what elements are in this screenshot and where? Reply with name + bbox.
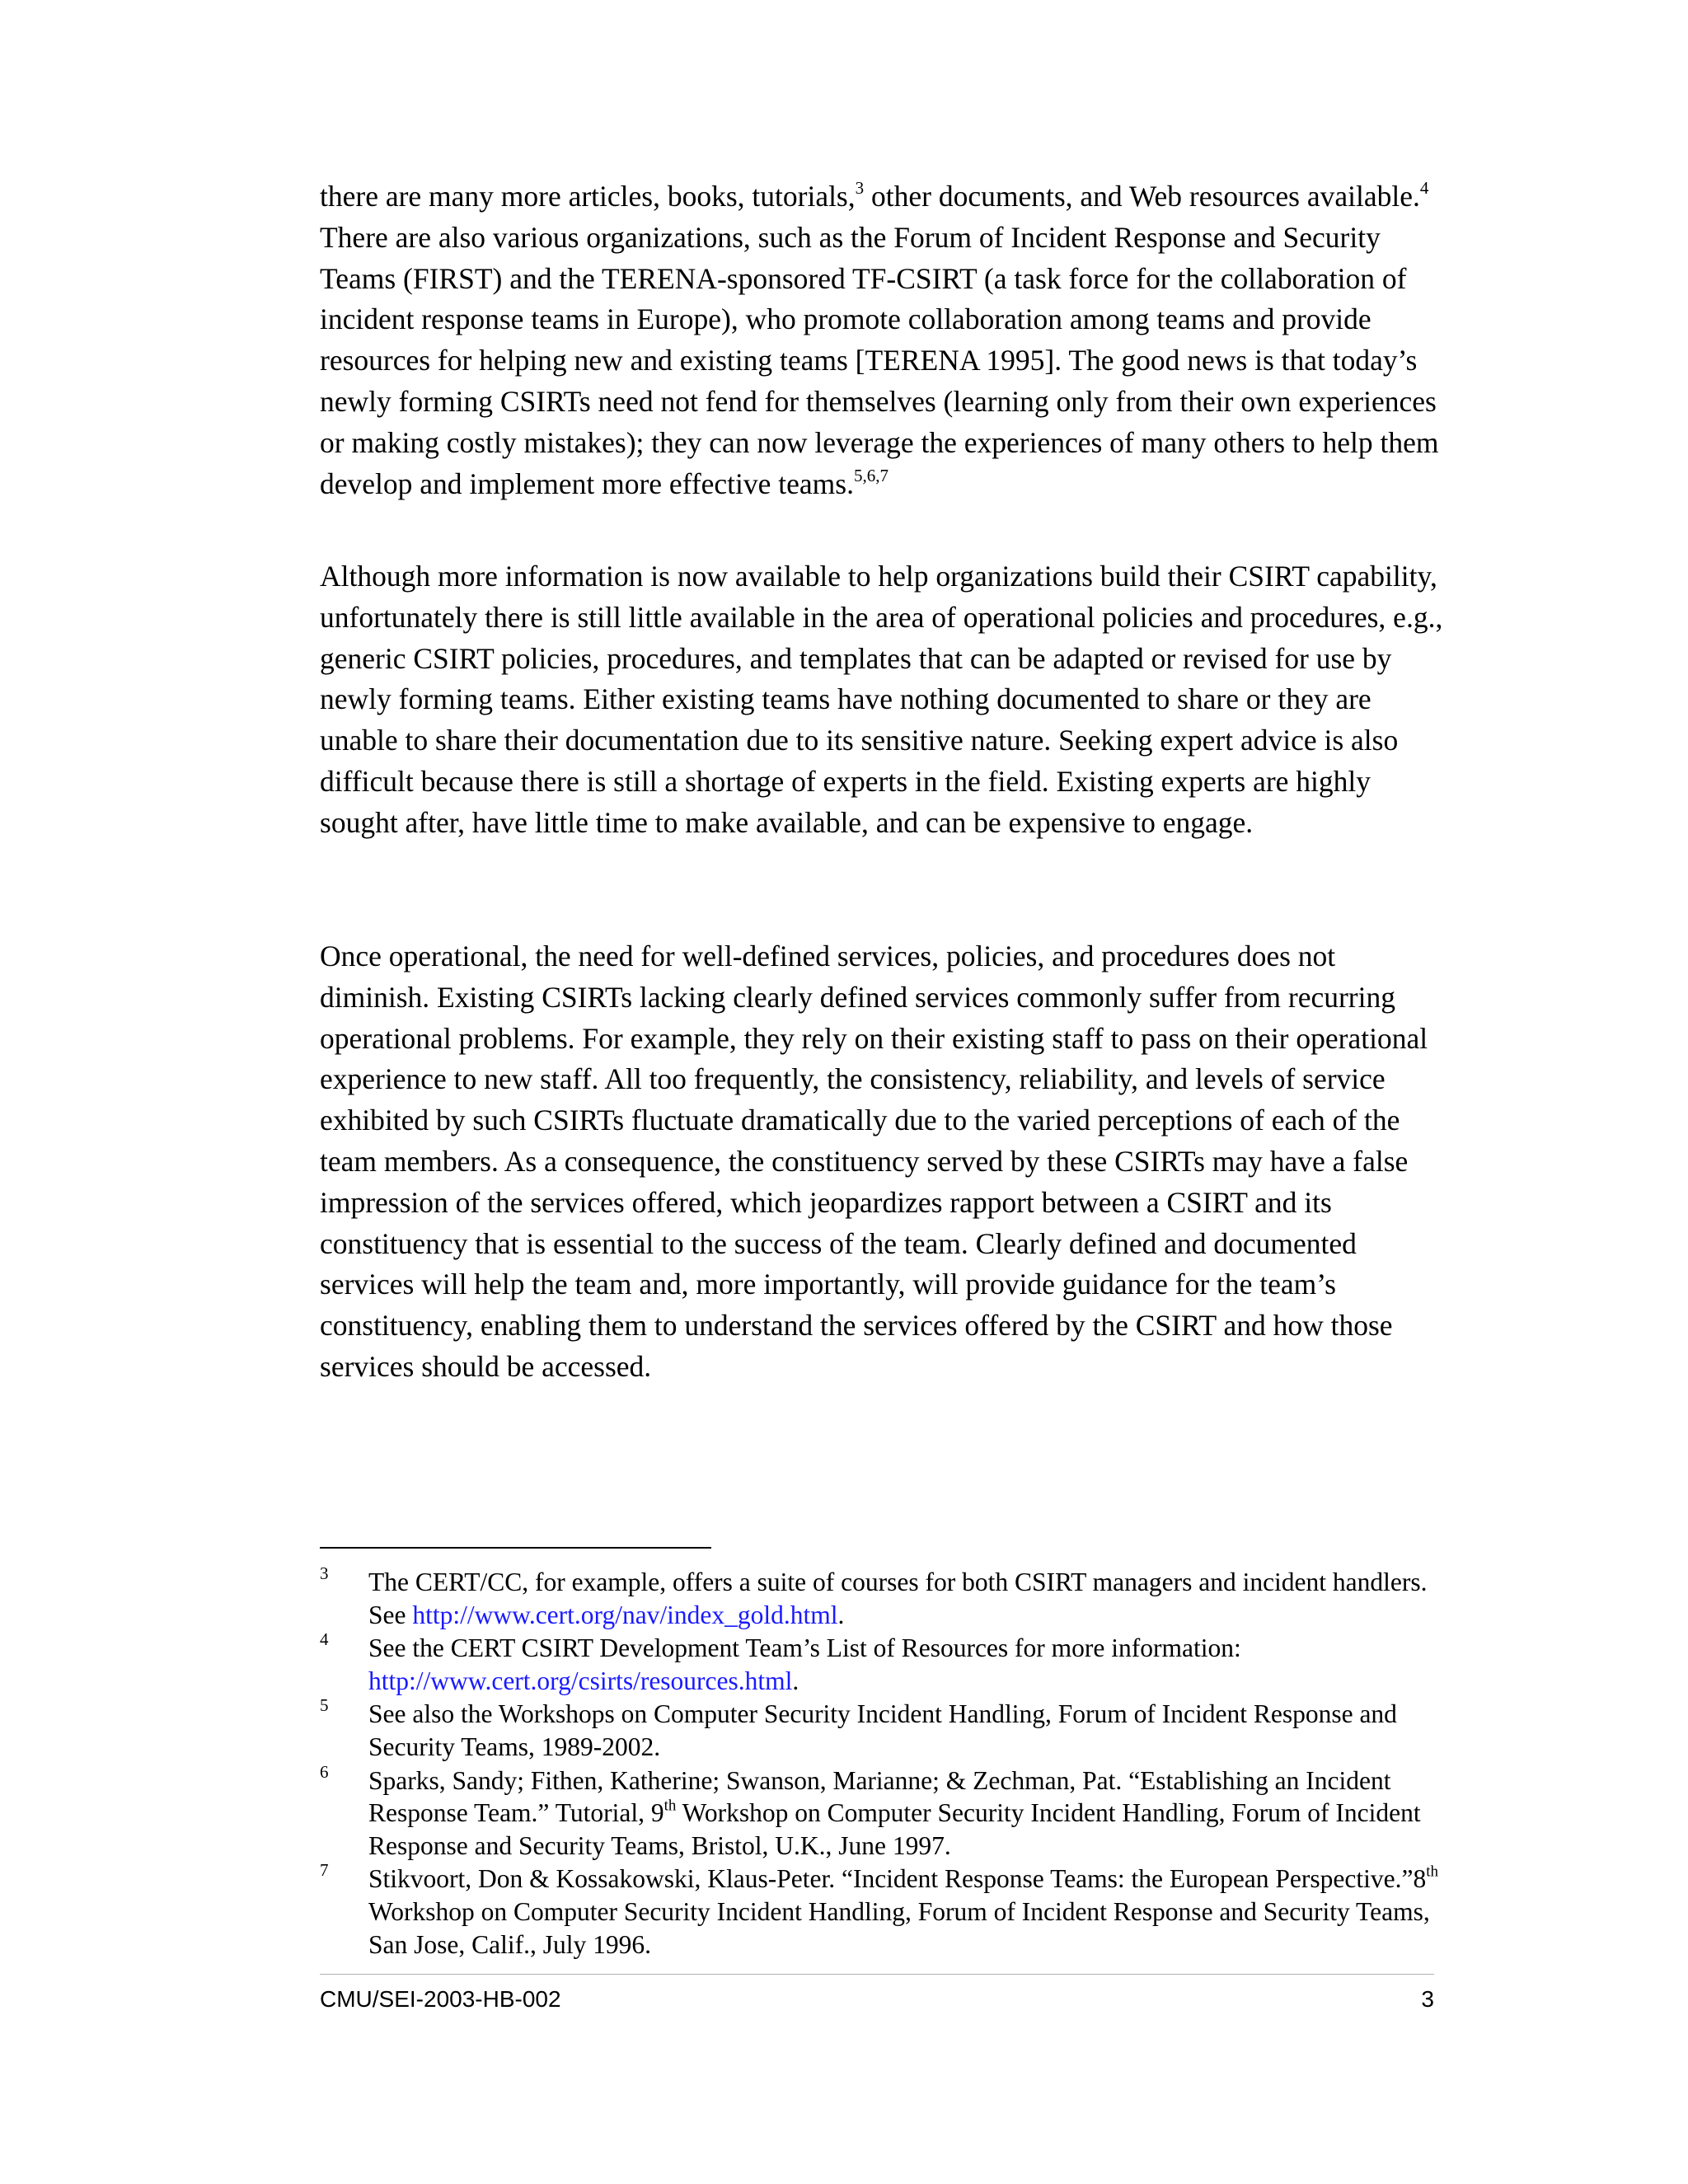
paragraph-text: there are many more articles, books, tutorials, xyxy=(320,180,856,213)
footnote-text: See the CERT CSIRT Development Team’s List of Resources for more information: xyxy=(368,1633,1241,1663)
page-number: 3 xyxy=(1421,1986,1434,2012)
footnote-ref-4[interactable]: 4 xyxy=(1419,177,1429,198)
footnote-number: 7 xyxy=(320,1860,329,1881)
document-id: CMU/SEI-2003-HB-002 xyxy=(320,1986,561,2012)
footnote-number: 3 xyxy=(320,1563,329,1583)
body-paragraph-3: Once operational, the need for well-defined services, policies, and procedures does not diminish. Existing CSIRTs lacking clearly defined services commonly suffer from recurring operational problems. For example, they rely on their existing staff to pass on their operational experience to new staff. All too frequently, the consistency, reliability, and levels of service exhibited by such CSIRTs fluctuate dramatically due to the varied perceptions of each of the team members. As a consequence, the constituency served by these CSIRTs may have a false impression of the services offered, which jeopardizes rapport between a CSIRT and its constituency that is essential to the success of the team. Clearly defined and documented services will help the team and, more importantly, will provide guidance for the team’s constituency, enabling them to understand the services offered by the CSIRT and how those services should be accessed. xyxy=(320,940,1428,1383)
footnote-number: 4 xyxy=(320,1629,329,1650)
footnote-text: . xyxy=(837,1600,845,1629)
footnote-7 xyxy=(320,1860,1451,1961)
footnote-text: . xyxy=(792,1666,799,1695)
footnote-number: 6 xyxy=(320,1761,329,1782)
footnote-text: See also the Workshops on Computer Security Incident Handling, Forum of Incident Response and Security Teams, 1989-2002. xyxy=(368,1699,1397,1761)
footnotes-section xyxy=(320,1563,1451,1961)
footer-separator xyxy=(320,1974,1434,1975)
footnote-4 xyxy=(320,1629,1451,1697)
footnote-3 xyxy=(320,1563,1451,1631)
footnote-link[interactable]: http://www.cert.org/csirts/resources.html xyxy=(368,1666,793,1695)
ordinal-suffix: th xyxy=(1426,1863,1438,1881)
footnote-text: Workshop on Computer Security Incident Handling, Forum of Incident Response and Security Teams, Bristol, U.K., June 1997. xyxy=(368,1798,1421,1860)
footnote-text: Workshop on Computer Security Incident Handling, Forum of Incident Response and Security Teams, San Jose, Calif., July 1996. xyxy=(368,1896,1430,1959)
ordinal-suffix: th xyxy=(663,1797,677,1815)
footnote-ref-3[interactable]: 3 xyxy=(855,177,865,198)
footnote-text: The CERT/CC, for example, offers a suite of courses for both CSIRT managers and incident handlers. See xyxy=(368,1568,1428,1629)
footnote-link[interactable]: http://www.cert.org/nav/index_gold.html xyxy=(412,1600,838,1629)
body-paragraph-2: Although more information is now available to help organizations build their CSIRT capability, unfortunately there is still little available in the area of operational policies and procedures, e.g., generic CSIRT policies, procedures, and templates that can be adapted or revised for use by newly forming teams. Either existing teams have nothing documented to share or they are unable to share their documentation due to its sensitive nature. Seeking expert advice is also difficult because there is still a shortage of experts in the field. Existing experts are highly sought after, have little time to make available, and can be expensive to engage. xyxy=(320,560,1443,839)
footnote-ref-5-6-7[interactable]: 5,6,7 xyxy=(853,465,889,485)
footnote-text: Sparks, Sandy; Fithen, Katherine; Swanson, Marianne; & Zechman, Pat. “Establishing an Incident Response Team.” Tutorial, 9 xyxy=(368,1765,1391,1828)
body-paragraph-1 xyxy=(320,176,1451,504)
footnote-6 xyxy=(320,1761,1451,1863)
footnote-5 xyxy=(320,1695,1451,1763)
footnote-text: Stikvoort, Don & Kossakowski, Klaus-Peter. “Incident Response Teams: the European Perspective.”8 xyxy=(368,1864,1427,1894)
paragraph-text: There are also various organizations, such as the Forum of Incident Response and Security Teams (FIRST) and the TERENA-sponsored TF-CSIRT (a task force for the collaboration of incident response teams in Europe), who promote collaboration among teams and provide resources for helping new and existing teams [TERENA 1995]. The good news is that today’s newly forming CSIRTs need not fend for themselves (learning only from their own experiences or making costly mistakes); they can now leverage the experiences of many others to help them develop and implement more effective teams. xyxy=(320,220,1439,500)
paragraph-text: other documents, and Web resources available. xyxy=(864,180,1420,213)
footnote-number: 5 xyxy=(320,1695,329,1716)
footnote-separator xyxy=(320,1547,711,1549)
